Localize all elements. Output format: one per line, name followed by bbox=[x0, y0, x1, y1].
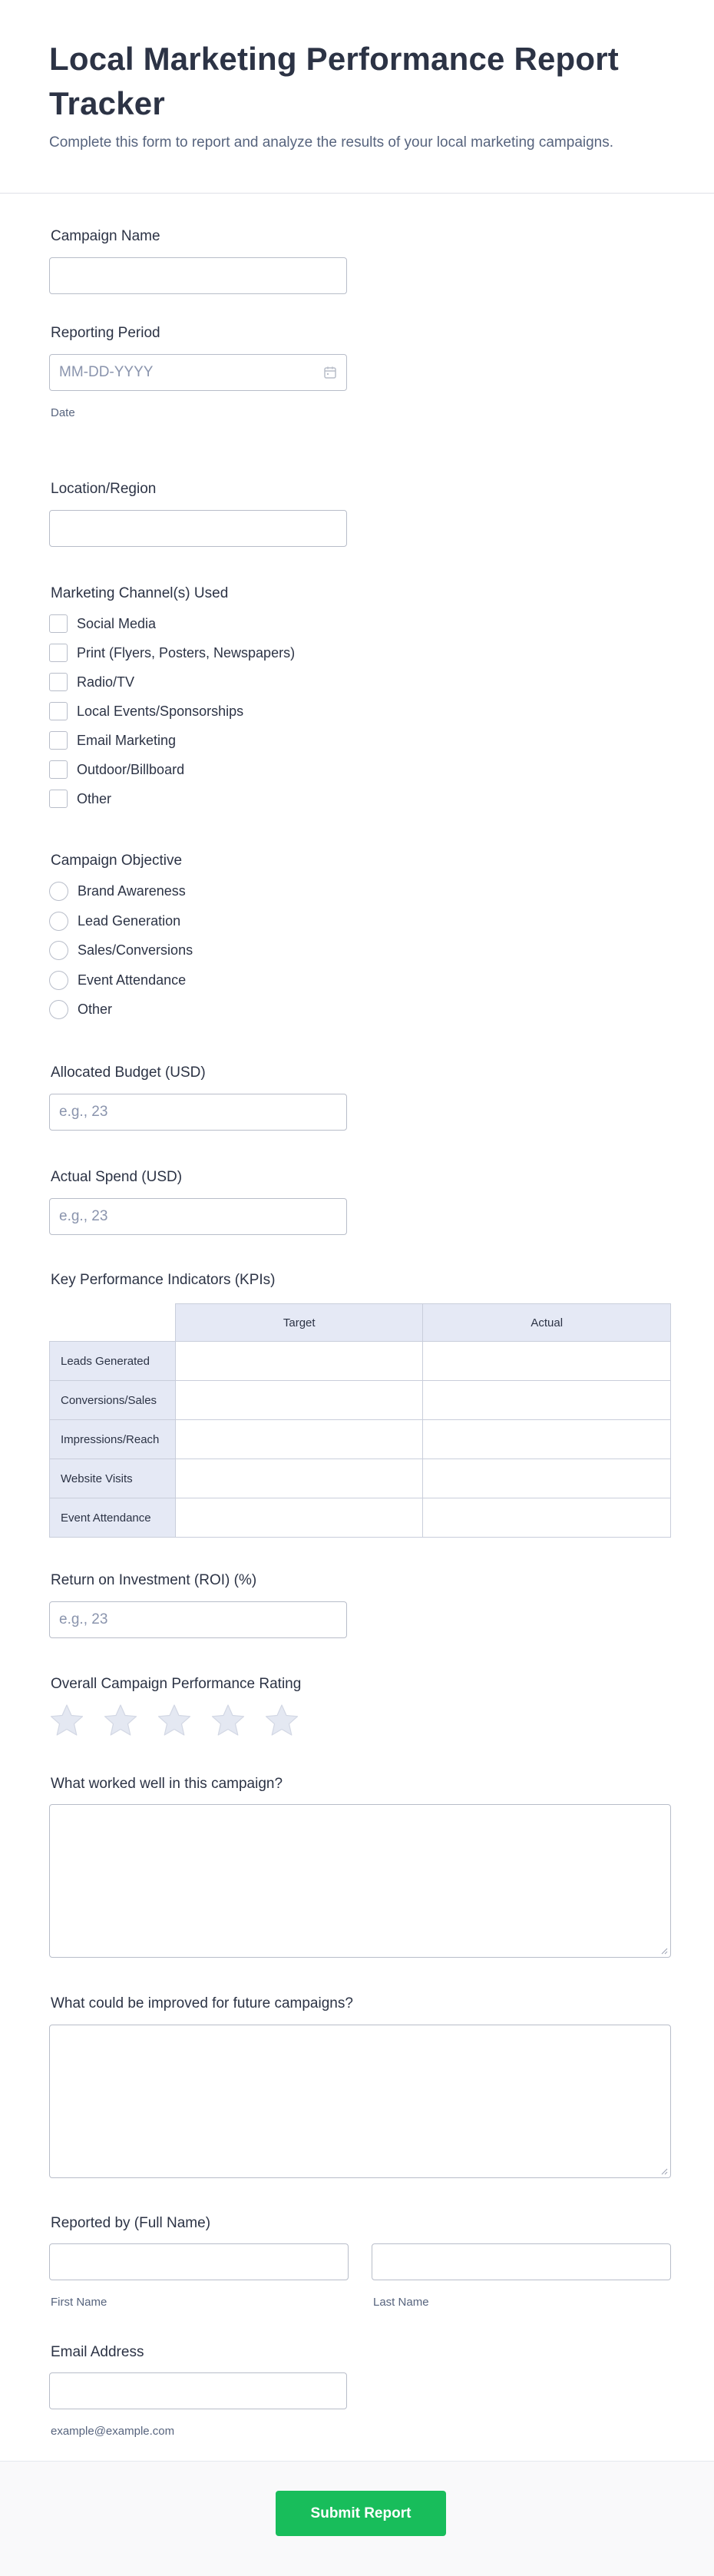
star-icon[interactable] bbox=[264, 1703, 299, 1738]
star-icon[interactable] bbox=[49, 1703, 84, 1738]
roi-placeholder: e.g., 23 bbox=[59, 1611, 108, 1627]
matrix-cell[interactable] bbox=[423, 1420, 671, 1459]
spend-label: Actual Spend (USD) bbox=[51, 1169, 183, 1185]
form-content bbox=[0, 194, 714, 2459]
kpi-matrix bbox=[49, 1303, 671, 1538]
calendar-icon[interactable] bbox=[323, 366, 337, 379]
campaign-name-label: Campaign Name bbox=[51, 228, 160, 244]
matrix-cell[interactable] bbox=[423, 1498, 671, 1538]
reporting-period-input[interactable] bbox=[49, 354, 347, 391]
objective-option[interactable] bbox=[49, 970, 186, 990]
checkbox[interactable] bbox=[49, 702, 68, 720]
campaign-name-input[interactable] bbox=[49, 257, 347, 294]
first-name-input[interactable] bbox=[49, 2243, 349, 2280]
matrix-row-label: Leads Generated bbox=[50, 1342, 176, 1381]
form-header bbox=[0, 0, 714, 194]
first-name-sublabel: First Name bbox=[51, 2296, 107, 2309]
submit-button[interactable]: Submit Report bbox=[276, 2491, 446, 2536]
kpis-label: Key Performance Indicators (KPIs) bbox=[51, 1272, 276, 1288]
radio[interactable] bbox=[49, 971, 68, 990]
budget-label: Allocated Budget (USD) bbox=[51, 1065, 206, 1081]
checkbox[interactable] bbox=[49, 644, 68, 662]
channel-option[interactable] bbox=[49, 643, 295, 663]
table-row bbox=[50, 1420, 671, 1459]
star-icon[interactable] bbox=[157, 1703, 192, 1738]
form-subtitle: Complete this form to report and analyze the results of your local marketing campaigns. bbox=[49, 134, 614, 151]
last-name-sublabel: Last Name bbox=[373, 2296, 429, 2309]
channels-label: Marketing Channel(s) Used bbox=[51, 585, 229, 601]
option-label: Outdoor/Billboard bbox=[77, 761, 185, 777]
matrix-corner bbox=[50, 1304, 176, 1342]
option-label: Sales/Conversions bbox=[78, 942, 193, 958]
checkbox[interactable] bbox=[49, 673, 68, 691]
channel-option[interactable] bbox=[49, 789, 111, 809]
spend-placeholder: e.g., 23 bbox=[59, 1208, 108, 1224]
improve-label: What could be improved for future campaigns? bbox=[51, 1995, 353, 2011]
option-label: Local Events/Sponsorships bbox=[77, 703, 244, 719]
option-label: Other bbox=[77, 790, 112, 806]
matrix-cell[interactable] bbox=[423, 1459, 671, 1498]
form-footer bbox=[0, 2461, 714, 2576]
option-label: Radio/TV bbox=[77, 674, 135, 690]
option-label: Event Attendance bbox=[78, 972, 187, 988]
table-row bbox=[50, 1381, 671, 1420]
radio[interactable] bbox=[49, 941, 68, 960]
matrix-column-target: Target bbox=[175, 1304, 423, 1342]
email-sublabel: example@example.com bbox=[51, 2425, 175, 2438]
channel-option[interactable] bbox=[49, 701, 243, 721]
channel-option[interactable] bbox=[49, 672, 134, 692]
roi-label: Return on Investment (ROI) (%) bbox=[51, 1572, 257, 1588]
objective-option[interactable] bbox=[49, 940, 193, 960]
reporting-period-label: Reporting Period bbox=[51, 325, 160, 341]
checkbox[interactable] bbox=[49, 760, 68, 779]
checkbox[interactable] bbox=[49, 790, 68, 808]
date-placeholder: MM-DD-YYYY bbox=[59, 364, 154, 380]
location-label: Location/Region bbox=[51, 481, 157, 497]
matrix-row-label: Conversions/Sales bbox=[50, 1381, 176, 1420]
matrix-column-actual: Actual bbox=[423, 1304, 671, 1342]
worked-well-label: What worked well in this campaign? bbox=[51, 1776, 283, 1792]
budget-placeholder: e.g., 23 bbox=[59, 1104, 108, 1120]
channel-option[interactable] bbox=[49, 614, 156, 634]
table-row bbox=[50, 1498, 671, 1538]
matrix-row-label: Website Visits bbox=[50, 1459, 176, 1498]
table-row bbox=[50, 1342, 671, 1381]
matrix-cell[interactable] bbox=[423, 1381, 671, 1420]
resize-handle-icon[interactable] bbox=[660, 2167, 668, 2175]
checkbox[interactable] bbox=[49, 731, 68, 750]
objective-option[interactable] bbox=[49, 911, 180, 931]
option-label: Brand Awareness bbox=[78, 882, 186, 899]
email-input[interactable] bbox=[49, 2372, 347, 2409]
star-icon[interactable] bbox=[103, 1703, 138, 1738]
location-input[interactable] bbox=[49, 510, 347, 547]
improve-textarea[interactable] bbox=[49, 2025, 671, 2178]
rating-label: Overall Campaign Performance Rating bbox=[51, 1676, 302, 1692]
radio[interactable] bbox=[49, 1000, 68, 1019]
matrix-cell[interactable] bbox=[423, 1342, 671, 1381]
last-name-input[interactable] bbox=[372, 2243, 671, 2280]
radio[interactable] bbox=[49, 882, 68, 901]
star-icon[interactable] bbox=[210, 1703, 246, 1738]
option-label: Social Media bbox=[77, 615, 157, 631]
budget-input[interactable] bbox=[49, 1094, 347, 1131]
matrix-row-label: Impressions/Reach bbox=[50, 1420, 176, 1459]
star-rating bbox=[49, 1703, 318, 1738]
form-fields bbox=[49, 194, 665, 2459]
radio[interactable] bbox=[49, 912, 68, 931]
checkbox[interactable] bbox=[49, 614, 68, 633]
matrix-cell[interactable] bbox=[175, 1498, 423, 1538]
matrix-cell[interactable] bbox=[175, 1342, 423, 1381]
email-label: Email Address bbox=[51, 2344, 144, 2360]
matrix-cell[interactable] bbox=[175, 1420, 423, 1459]
reporting-period-sublabel: Date bbox=[51, 406, 75, 419]
matrix-cell[interactable] bbox=[175, 1381, 423, 1420]
option-label: Print (Flyers, Posters, Newspapers) bbox=[77, 644, 296, 661]
objective-option[interactable] bbox=[49, 881, 186, 901]
matrix-cell[interactable] bbox=[175, 1459, 423, 1498]
resize-handle-icon[interactable] bbox=[660, 1947, 668, 1955]
roi-input[interactable] bbox=[49, 1601, 347, 1638]
reported-by-label: Reported by (Full Name) bbox=[51, 2215, 211, 2231]
channel-option[interactable] bbox=[49, 760, 184, 780]
objective-option[interactable] bbox=[49, 999, 112, 1019]
option-label: Other bbox=[78, 1001, 113, 1017]
form-title: Local Marketing Performance Report Tracker bbox=[49, 41, 619, 121]
objective-label: Campaign Objective bbox=[51, 853, 183, 869]
spend-input[interactable] bbox=[49, 1198, 347, 1235]
channel-option[interactable] bbox=[49, 730, 176, 750]
table-row bbox=[50, 1459, 671, 1498]
option-label: Lead Generation bbox=[78, 912, 181, 929]
matrix-row-label: Event Attendance bbox=[50, 1498, 176, 1538]
worked-well-textarea[interactable] bbox=[49, 1804, 671, 1958]
option-label: Email Marketing bbox=[77, 732, 177, 748]
